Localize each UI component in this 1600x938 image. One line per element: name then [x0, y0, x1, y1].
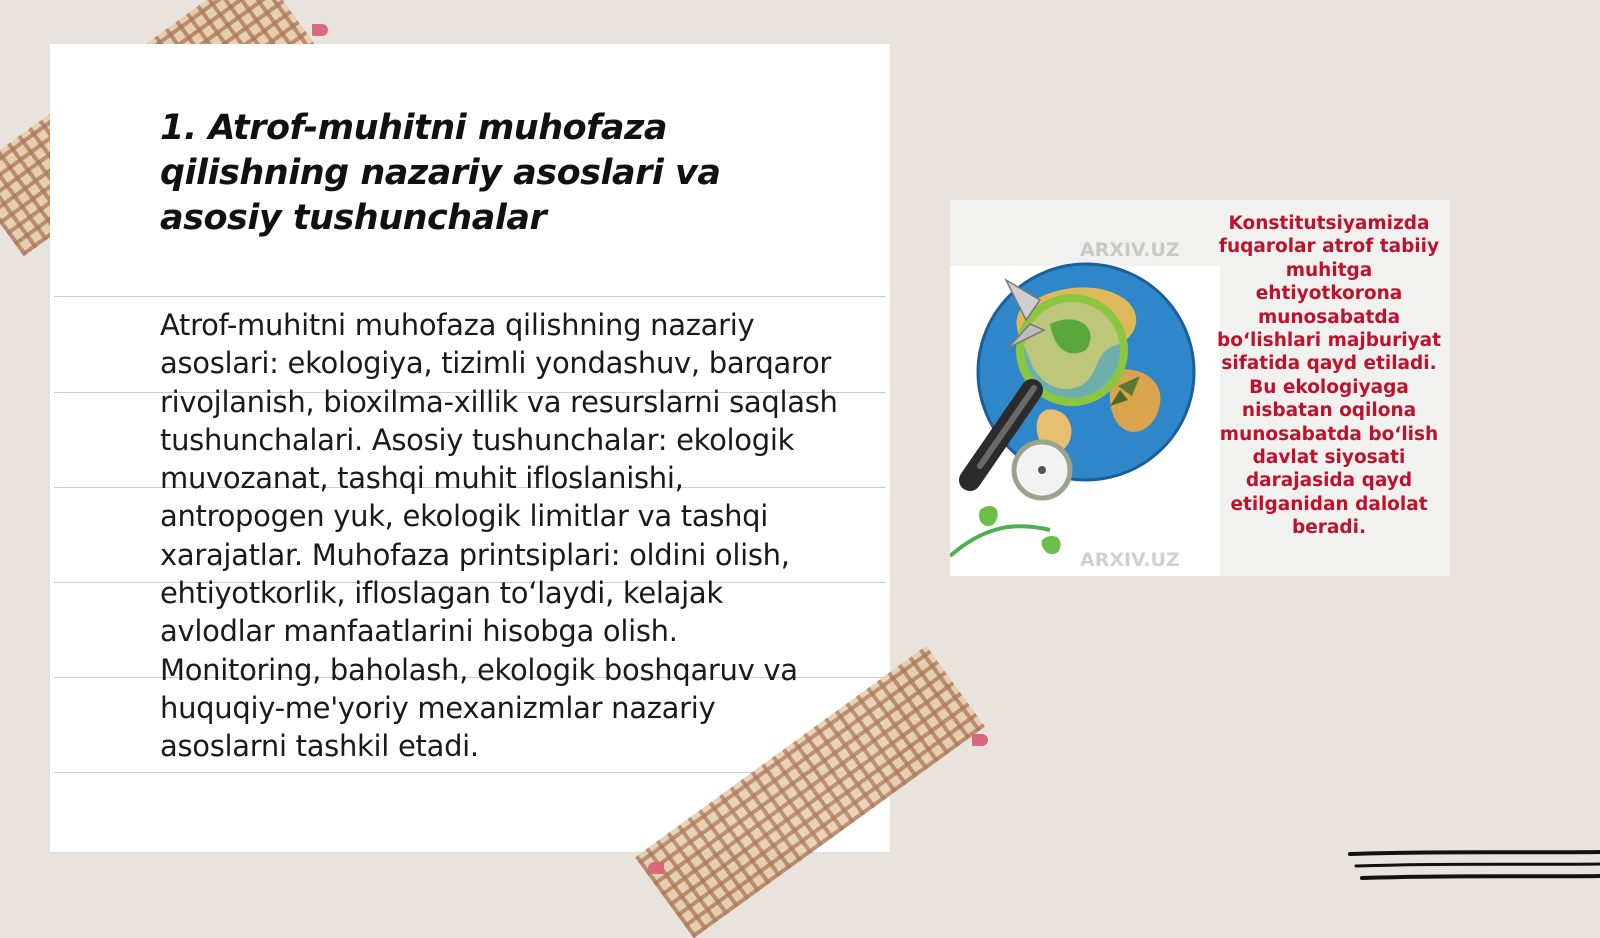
- slide-body-text: Atrof-muhitni muhofaza qilishning nazariy asoslari: ekologiya, tizimli yondashuv, barqaror rivojlanish, bioxilma-xillik va resurslarni saqlash tushunchalari. Asosiy tushunchalar: ekologik muvozanat, tashqi muhit ifloslanishi, antropogen yuk, ekologik limitlar va tashqi xarajatlar. Muhofaza printsiplari: oldini olish, ehtiyotkorlik, ifloslagan to‘laydi, kelajak avlodlar manfaatlarini hisobga olish. Monitoring, baholash, ekologik boshqaruv va huquqiy-me'yoriy mexanizmlar nazariy asoslarni tashkil etadi.: [160, 308, 838, 764]
- pin-marker-top: [312, 24, 328, 36]
- decorative-lines: [1348, 848, 1600, 888]
- watermark-text: ARXIV.UZ: [1080, 239, 1180, 261]
- illustration-figure: [950, 200, 1450, 576]
- slide-title: 1. Atrof-muhitni muhofaza qilishning nazariy asoslari va asosiy tushunchalar: [160, 108, 721, 238]
- paper-rule: [54, 296, 886, 297]
- watermark-text: ARXIV.UZ: [1080, 549, 1180, 571]
- pin-marker-bottom-left: [648, 862, 664, 874]
- figure-caption: Konstitutsiyamizda fuqarolar atrof tabiiy muhitga ehtiyotkorona munosabatda bo‘lishlari majburiyat sifatida qayd etiladi. Bu ekologiyaga nisbatan oqilona munosabatda bo‘lish davlat siyosati darajasida qayd etilganidan dalolat beradi.: [1217, 213, 1441, 539]
- pin-marker-bottom: [972, 734, 988, 746]
